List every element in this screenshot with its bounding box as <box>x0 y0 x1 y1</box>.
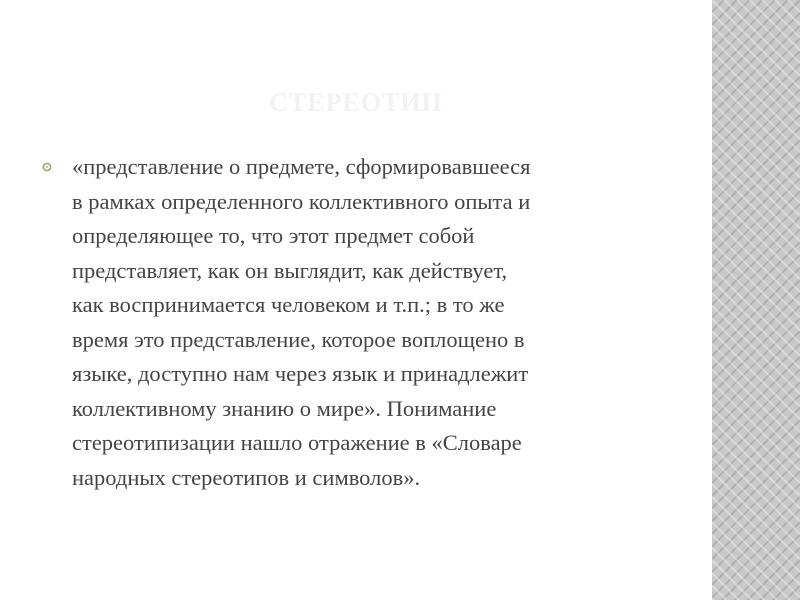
bullet-ring-icon <box>42 159 52 169</box>
bullet-line: определяющее то, что этот предмет собой <box>72 223 475 248</box>
bullet-item <box>42 150 682 495</box>
bullet-line: коллективному знанию о мире». Понимание <box>72 395 497 421</box>
bullet-line: представляет, как он выглядит, как действует, <box>72 257 508 283</box>
bullet-line: языке, доступно нам через язык и принадлежит <box>72 361 529 386</box>
bullet-line: стереотипизации нашло отражение в «Словаре <box>72 430 522 455</box>
bullet-line: «представление о предмете, сформировавшееся <box>72 154 531 179</box>
bullet-line: в рамках определенного коллективного опыта и <box>72 188 531 214</box>
decorative-side-strip <box>712 0 800 600</box>
bullet-line: время это представление, которое воплощено в <box>72 326 525 352</box>
bullet-text <box>72 150 682 495</box>
bullet-line: народных стереотипов и символов». <box>72 464 421 490</box>
slide-title: СТЕРЕОТИП <box>269 88 443 117</box>
bullet-line: как воспринимается человеком и т.п.; в то же <box>72 292 505 317</box>
